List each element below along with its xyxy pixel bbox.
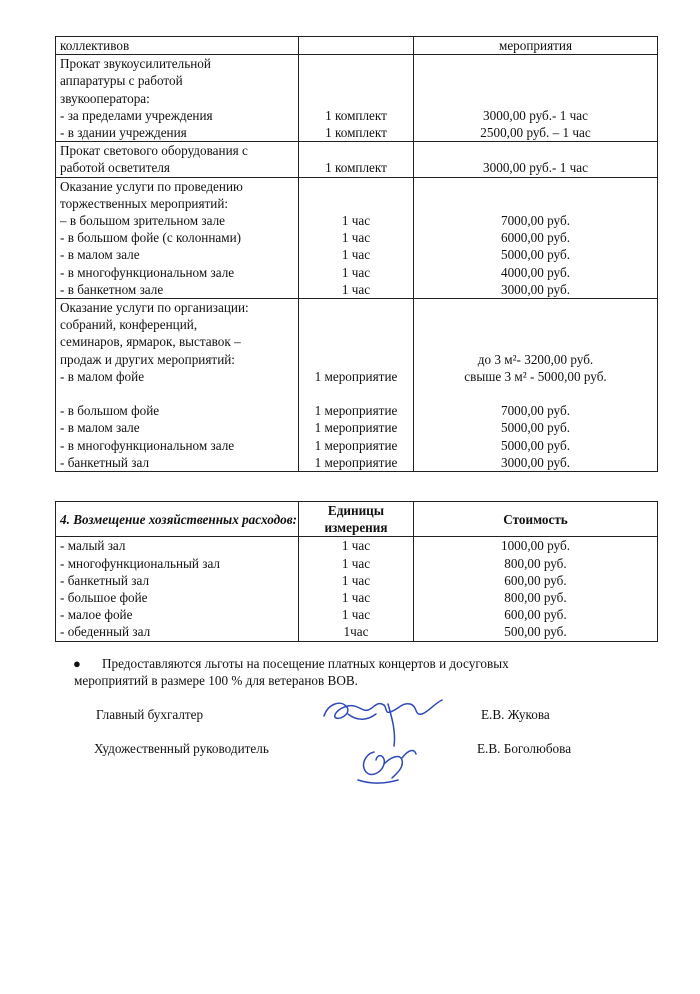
cell-line [60,385,298,402]
expenses-table [55,501,658,642]
cell-service [56,55,299,142]
cell-line: собраний, конференций, [60,317,198,333]
cell-line: коллективов [60,38,130,53]
cell-line: 1 комплект [325,107,387,123]
chief-accountant-name: Е.В. Жукова [481,707,550,722]
cell-line [299,316,413,333]
handwritten-signature-icon [318,694,448,788]
cell-line: продаж и других мероприятий: [60,351,235,367]
note-line-1: Предоставляются льготы на посещение платных концертов и досуговых [102,656,509,671]
cell-service [56,37,299,55]
item-label: - малое фойе [60,607,133,623]
cell-line [299,351,413,368]
cell-price [414,142,658,177]
cell-prices [414,537,658,641]
cell-line [299,299,413,316]
cell-line: 7000,00 руб. [500,213,570,229]
cell-line [414,316,657,333]
art-director-role: Художественный руководитель [94,741,269,756]
cell-unit [299,37,414,55]
cell-line: - в большом фойе [60,403,160,419]
cell-line: - в малом зале [60,247,140,263]
cell-line [299,90,413,107]
item-label: - малый зал [60,538,126,554]
note-line-2: мероприятий в размере 100 % для ветеранов ВОВ. [74,673,358,688]
item-price: 800,00 руб. [504,590,567,606]
cell-items [56,537,299,641]
cell-unit [299,177,414,298]
cell-line: 1 мероприятие [314,437,398,453]
item-unit: 1 час [341,555,371,571]
cell-line: 1 мероприятие [314,368,398,384]
cell-price [414,37,658,55]
cell-line: 1 час [341,230,371,246]
cell-line [414,333,657,350]
cell-line: 1 комплект [325,125,387,141]
item-unit: 1 час [341,607,371,623]
cell-line [299,178,413,195]
cell-price [414,299,658,472]
cell-line: - в многофункциональном зале [60,264,235,280]
item-unit: 1 час [341,572,371,588]
header-section-title: 4. Возмещение хозяйственных расходов: [56,502,299,537]
cell-line: 1 час [341,264,371,280]
cell-units [299,537,414,641]
cell-line: 1 мероприятие [314,454,398,470]
cell-line: - в многофункциональном зале [60,437,235,453]
cell-line: Прокат светового оборудования с [60,143,248,159]
cell-line: мероприятия [498,38,573,53]
cell-line [299,385,413,402]
cell-line: 1 час [341,213,371,229]
item-unit: 1час [343,624,369,640]
cell-line: – в большом зрительном зале [60,213,226,229]
cell-line: 3000,00 руб. [500,281,570,297]
item-label: - банкетный зал [60,572,150,588]
cell-line: - в малом зале [60,420,140,436]
cell-line: 1 час [341,247,371,263]
table-row [56,55,658,142]
cell-line: Оказание услуги по проведению [60,178,243,194]
cell-line: Оказание услуги по организации: [60,300,249,316]
cell-line [414,55,657,72]
cell-line: - в малом фойе [60,368,145,384]
cell-unit [299,142,414,177]
cell-line: аппаратуры с работой [60,73,183,89]
header-cost: Стоимость [414,502,658,537]
cell-line [299,55,413,72]
header-units: Единицы измерения [299,502,414,537]
cell-line: 1 мероприятие [314,420,398,436]
cell-line: торжественных мероприятий: [60,195,229,211]
cell-line: работой осветителя [60,160,170,176]
item-price: 600,00 руб. [504,572,567,588]
cell-line [299,333,413,350]
cell-line: звукооператора: [60,90,150,106]
item-label: - большое фойе [60,590,148,606]
cell-line: семинаров, ярмарок, выставок – [60,334,241,350]
cell-line: 1 час [341,281,371,297]
cell-line: - в большом фойе (с колоннами) [60,230,242,246]
cell-line [414,90,657,107]
cell-line: до 3 м²- 3200,00 руб. [477,351,594,367]
item-label: - многофункциональный зал [60,555,220,571]
cell-line: 6000,00 руб. [500,230,570,246]
cell-line: 7000,00 руб. [500,403,570,419]
bullet-icon: ● [73,656,81,671]
cell-line [299,72,413,89]
table-header-row [56,502,658,537]
cell-line: 2500,00 руб. – 1 час [480,125,591,141]
item-price: 1000,00 руб. [500,538,570,554]
cell-line: 1 мероприятие [314,403,398,419]
cell-line: свыше 3 м² - 5000,00 руб. [464,368,607,384]
cell-unit [299,55,414,142]
cell-line: 3000,00 руб. [500,454,570,470]
cell-service [56,299,299,472]
cell-line: - в здании учреждения [60,125,187,141]
cell-line: - в банкетном зале [60,281,164,297]
cell-service [56,177,299,298]
cell-line: 5000,00 руб. [500,420,570,436]
cell-line: Прокат звукоусилительной [60,56,211,72]
item-label: - обеденный зал [60,624,151,640]
cell-line [299,195,413,212]
cell-line [414,195,657,212]
cell-line [299,142,413,159]
cell-line [414,72,657,89]
cell-line: 1 комплект [325,160,387,176]
cell-line: 3000,00 руб.- 1 час [483,160,588,176]
cell-line: 3000,00 руб.- 1 час [483,107,588,123]
item-unit: 1 час [341,538,371,554]
cell-line [414,299,657,316]
cell-price [414,177,658,298]
cell-line: 5000,00 руб. [500,437,570,453]
cell-line [414,385,657,402]
services-table-body [56,37,658,472]
cell-price [414,55,658,142]
cell-line: 4000,00 руб. [500,264,570,280]
table-row [56,142,658,177]
table-row [56,177,658,298]
cell-line [414,142,657,159]
cell-line: 5000,00 руб. [500,247,570,263]
chief-accountant-role: Главный бухгалтер [96,707,204,722]
cell-service [56,142,299,177]
item-price: 500,00 руб. [504,624,567,640]
cell-unit [299,299,414,472]
services-table [55,36,658,472]
cell-line: - за пределами учреждения [60,107,213,123]
table-row [56,37,658,55]
item-price: 600,00 руб. [504,607,567,623]
table-row [56,299,658,472]
item-unit: 1 час [341,590,371,606]
art-director-name: Е.В. Боголюбова [477,741,572,756]
cell-line [414,178,657,195]
item-price: 800,00 руб. [504,555,567,571]
cell-line: - банкетный зал [60,454,150,470]
table-row [56,537,658,641]
